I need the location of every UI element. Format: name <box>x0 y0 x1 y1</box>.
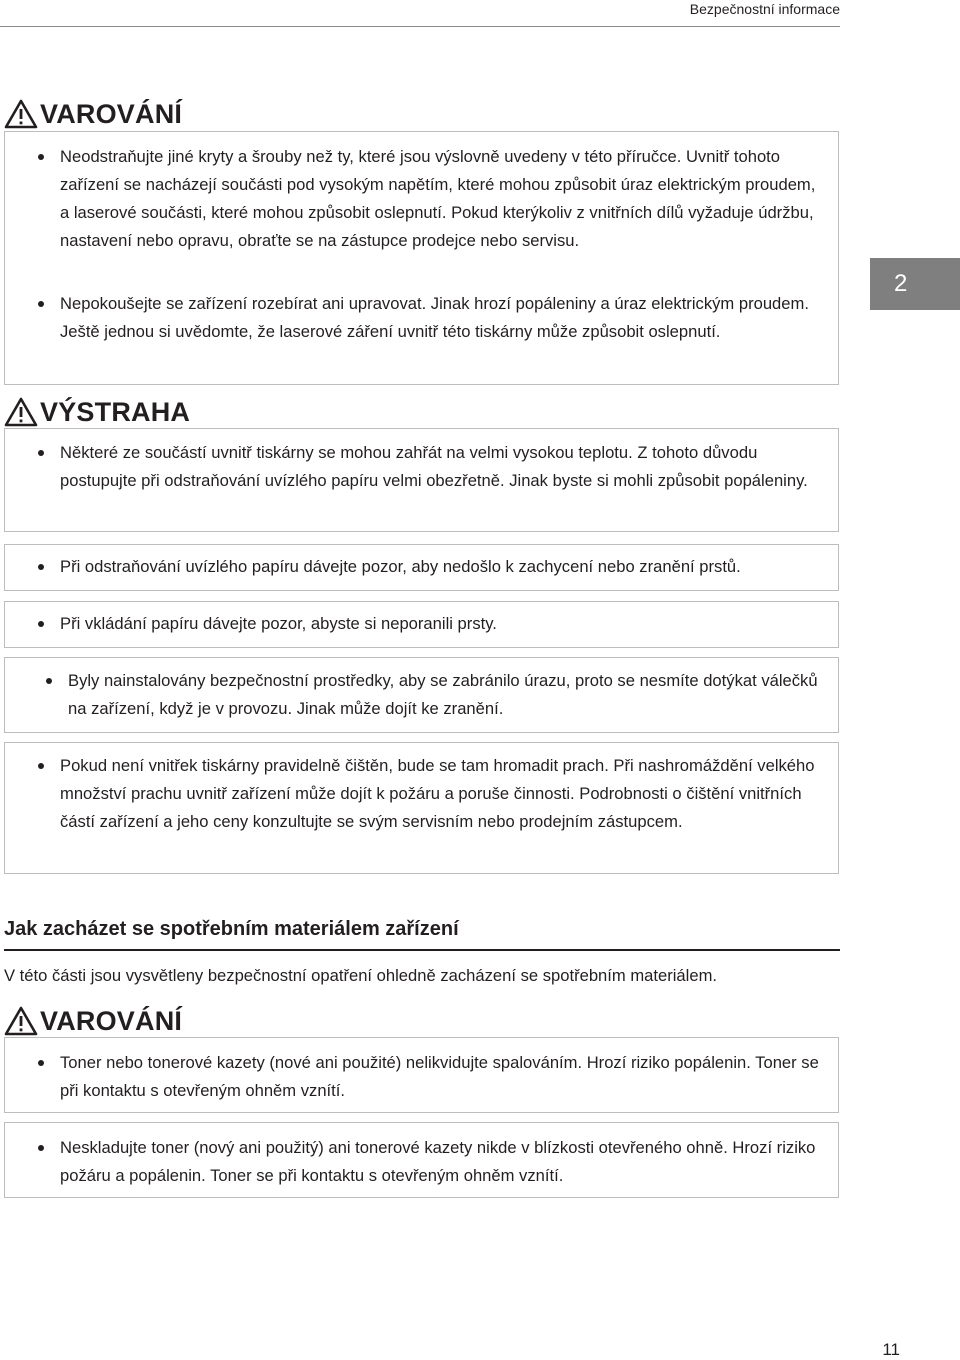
warning-item-text: Neodstraňujte jiné kryty a šrouby než ty, které jsou výslovně uvedeny v této příručce. Uvnitř tohoto zařízení se nacházejí součásti pod vysokým napětím, které mohou způsobit úraz elektrickým proudem, a laserové součásti, které mohou způsobit oslepnutí. Pokud kterýkoliv z vnitřních dílů vyžaduje údržbu, nastavení nebo opravu, obraťte se na zástupce prodejce nebo servisu. <box>60 147 816 250</box>
bullet-dot <box>38 763 44 769</box>
bullet-dot <box>38 1145 44 1151</box>
page-number: 11 <box>882 1340 900 1359</box>
warning-item <box>60 143 820 255</box>
caution-item-text: Při odstraňování uvízlého papíru dávejte pozor, aby nedošlo k zachycení nebo zranění prstů. <box>60 557 741 576</box>
section-title: Jak zacházet se spotřebním materiálem zařízení <box>4 918 459 940</box>
bullet-dot <box>38 564 44 570</box>
caution-heading <box>4 396 190 428</box>
running-header: Bezpečnostní informace <box>689 1 840 17</box>
warning-item <box>60 1134 830 1190</box>
warning-triangle-icon <box>4 397 38 427</box>
section-intro: V této části jsou vysvětleny bezpečnostní opatření ohledně zacházení se spotřebním materiálem. <box>4 966 718 985</box>
bullet-dot <box>38 450 44 456</box>
bullet-dot <box>38 154 44 160</box>
caution-title: VÝSTRAHA <box>40 396 191 427</box>
header-divider <box>0 26 840 27</box>
warning-item <box>60 1049 830 1105</box>
caution-item-text: Byly nainstalovány bezpečnostní prostředky, aby se zabránilo úrazu, proto se nesmíte dotýkat válečků na zařízení, když je v provozu. Jinak může dojít ke zranění. <box>68 671 818 718</box>
caution-item <box>60 752 825 836</box>
warning-item <box>60 290 820 346</box>
warning-heading <box>4 1005 182 1037</box>
warning-triangle-icon <box>4 99 38 129</box>
warning-heading <box>4 98 182 130</box>
warning-item-text: Neskladujte toner (nový ani použitý) ani tonerové kazety nikde v blízkosti otevřeného ohně. Hrozí riziko požáru a popálenin. Toner se při kontaktu s otevřeným ohněm vznítí. <box>60 1138 816 1185</box>
bullet-dot <box>38 1060 44 1066</box>
section-divider <box>4 949 840 951</box>
caution-item-text: Pokud není vnitřek tiskárny pravidelně čištěn, bude se tam hromadit prach. Při nashromáždění velkého množství prachu uvnitř zařízení může dojít k požáru a poruše činnosti. Podrobnosti o čištění vnitřních částí zařízení a jeho ceny konzultujte se svým servisním nebo prodejním zástupcem. <box>60 756 815 831</box>
caution-item <box>60 553 830 581</box>
caution-item <box>60 439 825 495</box>
caution-item <box>68 667 828 723</box>
caution-item-text: Při vkládání papíru dávejte pozor, abyste si neporanili prsty. <box>60 614 497 633</box>
warning-item-text: Nepokoušejte se zařízení rozebírat ani upravovat. Jinak hrozí popáleniny a úraz elektrickým proudem. Ještě jednou si uvědomte, že laserové záření uvnitř této tiskárny může způsobit oslepnutí. <box>60 294 809 341</box>
bullet-dot <box>38 621 44 627</box>
warning-triangle-icon <box>4 1006 38 1036</box>
bullet-dot <box>38 301 44 307</box>
caution-item-text: Některé ze součástí uvnitř tiskárny se mohou zahřát na velmi vysokou teplotu. Z tohoto důvodu postupujte při odstraňování uvízlého papíru velmi obezřetně. Jinak byste si mohli způsobit popáleniny. <box>60 443 808 490</box>
warning-title: VAROVÁNÍ <box>40 98 183 129</box>
caution-item <box>60 610 830 638</box>
warning-item-text: Toner nebo tonerové kazety (nové ani použité) nelikvidujte spalováním. Hrozí riziko popálenin. Toner se při kontaktu s otevřeným ohněm vznítí. <box>60 1053 819 1100</box>
warning-title: VAROVÁNÍ <box>40 1005 183 1036</box>
chapter-tab: 2 <box>870 258 960 310</box>
bullet-dot <box>46 678 52 684</box>
